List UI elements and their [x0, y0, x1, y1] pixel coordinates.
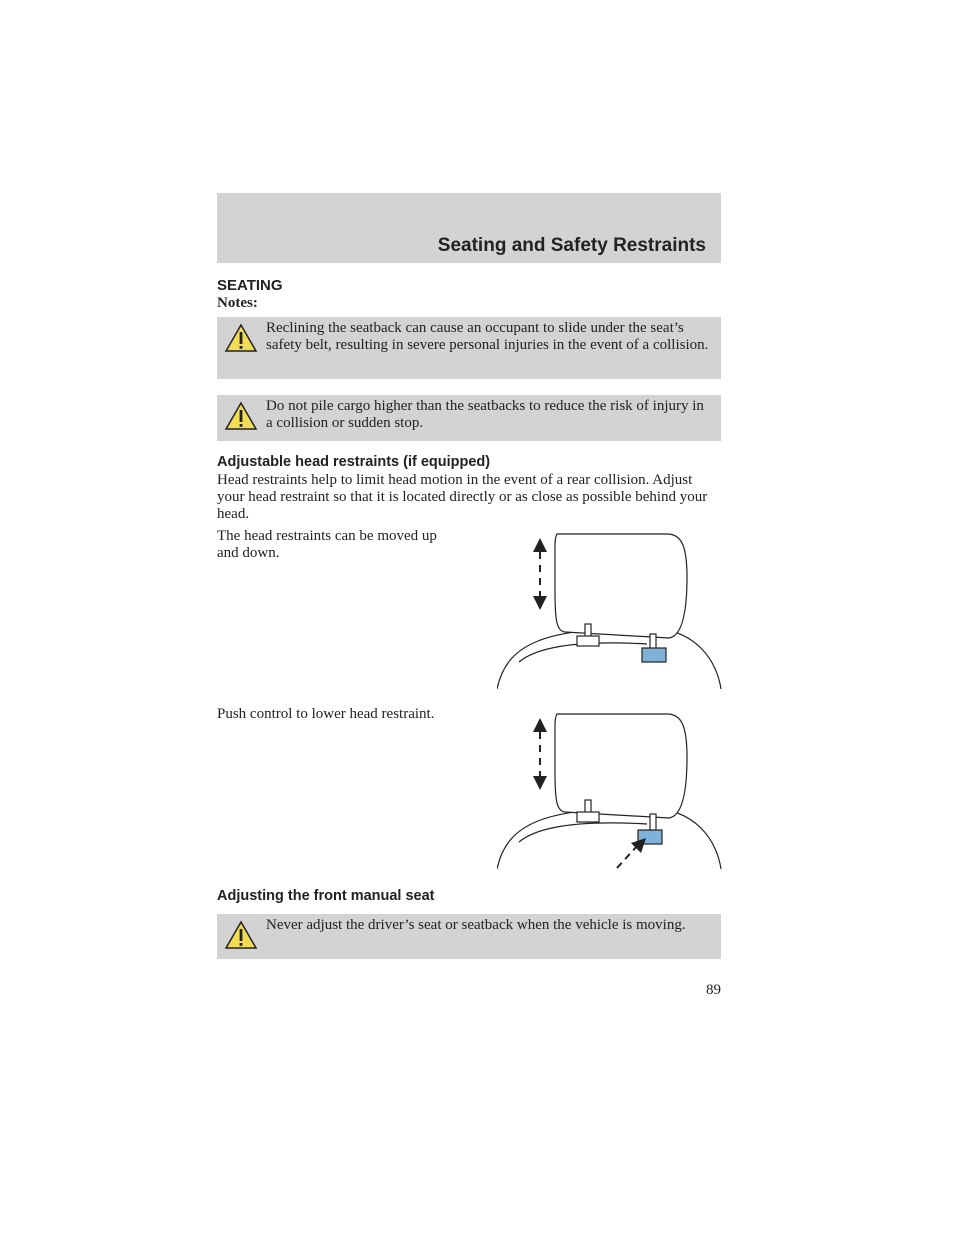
warning-box-cargo	[217, 395, 721, 441]
head-restraint-push-control-illustration	[497, 712, 723, 872]
notes-label: Notes:	[217, 295, 258, 311]
warning-box-driver-seat	[217, 914, 721, 959]
warning-icon	[224, 401, 258, 431]
push-arrow-icon	[617, 838, 646, 868]
push-control-text: Push control to lower head restraint.	[217, 706, 435, 722]
arrow-up-down-icon	[533, 538, 547, 610]
page-title: Seating and Safety Restraints	[437, 235, 706, 256]
section-heading-seating: SEATING	[217, 277, 283, 294]
warning-icon	[224, 920, 258, 950]
subheading-head-restraints: Adjustable head restraints (if equipped)	[217, 454, 491, 470]
subheading-front-seat: Adjusting the front manual seat	[217, 888, 435, 904]
head-restraints-intro: Head restraints help to limit head motion in the event of a rear collision. Adjust your head restraint so that it is located directly or as close as possible behind your head.	[217, 472, 708, 522]
warning-text: Never adjust the driver’s seat or seatback when the vehicle is moving.	[266, 917, 686, 933]
warning-text: Do not pile cargo higher than the seatbacks to reduce the risk of injury in a collision or sudden stop.	[266, 398, 704, 431]
head-restraints-move-text: The head restraints can be moved up and down.	[217, 528, 437, 561]
warning-text: Reclining the seatback can cause an occupant to slide under the seat’s safety belt, resulting in severe personal injuries in the event of a collision.	[266, 320, 709, 353]
header-band	[217, 193, 721, 263]
page-number: 89	[706, 982, 721, 998]
arrow-up-down-icon	[533, 718, 547, 790]
warning-box-recline	[217, 317, 721, 379]
head-restraint-up-down-illustration	[497, 532, 723, 692]
warning-icon	[224, 323, 258, 353]
